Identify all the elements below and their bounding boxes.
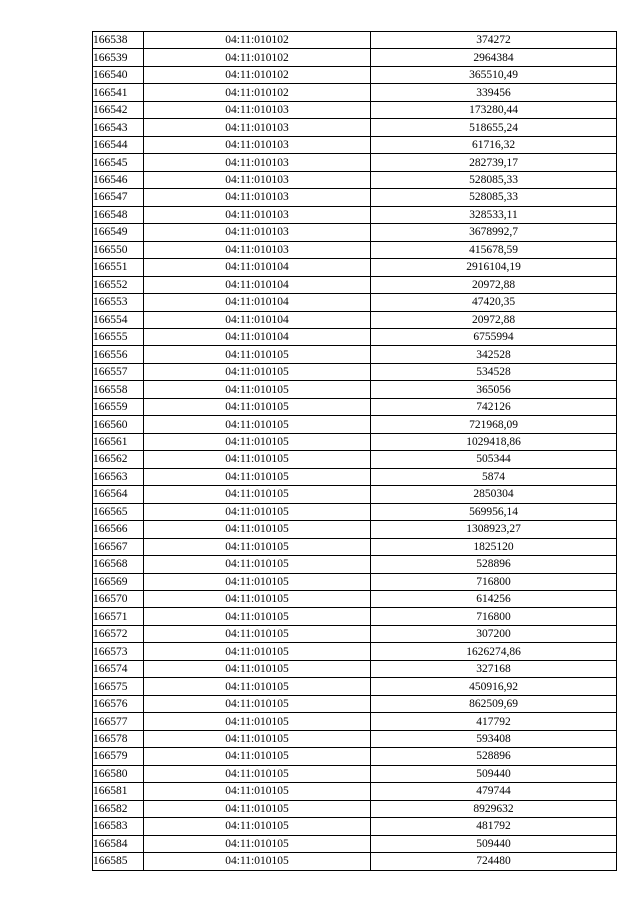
data-table — [92, 31, 617, 871]
value-cell: 569956,14 — [371, 503, 617, 520]
value-cell: 528896 — [371, 748, 617, 765]
cadastral-code-cell: 04:11:010104 — [144, 311, 371, 328]
value-cell: 307200 — [371, 625, 617, 642]
table-row — [93, 713, 617, 730]
table-row — [93, 346, 617, 363]
row-id-cell: 166573 — [93, 643, 144, 660]
cadastral-code-cell: 04:11:010103 — [144, 224, 371, 241]
table-row — [93, 416, 617, 433]
row-id-cell: 166571 — [93, 608, 144, 625]
cadastral-code-cell: 04:11:010105 — [144, 713, 371, 730]
value-cell: 528085,33 — [371, 171, 617, 188]
row-id-cell: 166560 — [93, 416, 144, 433]
value-cell: 528896 — [371, 556, 617, 573]
value-cell: 20972,88 — [371, 276, 617, 293]
row-id-cell: 166580 — [93, 765, 144, 782]
value-cell: 61716,32 — [371, 136, 617, 153]
cadastral-code-cell: 04:11:010105 — [144, 625, 371, 642]
table-row — [93, 136, 617, 153]
row-id-cell: 166576 — [93, 695, 144, 712]
table-row — [93, 643, 617, 660]
table-row — [93, 853, 617, 870]
row-id-cell: 166564 — [93, 486, 144, 503]
value-cell: 2964384 — [371, 49, 617, 66]
value-cell: 450916,92 — [371, 678, 617, 695]
value-cell: 716800 — [371, 573, 617, 590]
table-row — [93, 171, 617, 188]
table-row — [93, 328, 617, 345]
cadastral-code-cell: 04:11:010105 — [144, 573, 371, 590]
row-id-cell: 166547 — [93, 189, 144, 206]
table-row — [93, 695, 617, 712]
table-row — [93, 32, 617, 49]
cadastral-code-cell: 04:11:010102 — [144, 84, 371, 101]
value-cell: 721968,09 — [371, 416, 617, 433]
cadastral-code-cell: 04:11:010105 — [144, 730, 371, 747]
value-cell: 3678992,7 — [371, 224, 617, 241]
cadastral-code-cell: 04:11:010105 — [144, 835, 371, 852]
row-id-cell: 166555 — [93, 328, 144, 345]
table-row — [93, 591, 617, 608]
table-row — [93, 66, 617, 83]
table-row — [93, 783, 617, 800]
table-row — [93, 835, 617, 852]
row-id-cell: 166581 — [93, 783, 144, 800]
cadastral-code-cell: 04:11:010105 — [144, 643, 371, 660]
value-cell: 505344 — [371, 451, 617, 468]
row-id-cell: 166563 — [93, 468, 144, 485]
cadastral-code-cell: 04:11:010103 — [144, 136, 371, 153]
value-cell: 342528 — [371, 346, 617, 363]
row-id-cell: 166577 — [93, 713, 144, 730]
value-cell: 518655,24 — [371, 119, 617, 136]
table-row — [93, 224, 617, 241]
row-id-cell: 166543 — [93, 119, 144, 136]
table-row — [93, 608, 617, 625]
row-id-cell: 166572 — [93, 625, 144, 642]
row-id-cell: 166539 — [93, 49, 144, 66]
value-cell: 8929632 — [371, 800, 617, 817]
value-cell: 862509,69 — [371, 695, 617, 712]
cadastral-code-cell: 04:11:010103 — [144, 189, 371, 206]
cadastral-code-cell: 04:11:010105 — [144, 748, 371, 765]
table-row — [93, 521, 617, 538]
value-cell: 1825120 — [371, 538, 617, 555]
value-cell: 374272 — [371, 32, 617, 49]
table-body — [93, 32, 617, 871]
table-row — [93, 748, 617, 765]
cadastral-code-cell: 04:11:010105 — [144, 678, 371, 695]
cadastral-code-cell: 04:11:010105 — [144, 398, 371, 415]
row-id-cell: 166561 — [93, 433, 144, 450]
value-cell: 593408 — [371, 730, 617, 747]
cadastral-code-cell: 04:11:010103 — [144, 101, 371, 118]
value-cell: 415678,59 — [371, 241, 617, 258]
row-id-cell: 166550 — [93, 241, 144, 258]
table-row — [93, 381, 617, 398]
table-row — [93, 398, 617, 415]
cadastral-code-cell: 04:11:010103 — [144, 171, 371, 188]
table-row — [93, 678, 617, 695]
row-id-cell: 166562 — [93, 451, 144, 468]
row-id-cell: 166559 — [93, 398, 144, 415]
row-id-cell: 166567 — [93, 538, 144, 555]
row-id-cell: 166568 — [93, 556, 144, 573]
value-cell: 327168 — [371, 660, 617, 677]
table-row — [93, 660, 617, 677]
value-cell: 724480 — [371, 853, 617, 870]
value-cell: 417792 — [371, 713, 617, 730]
cadastral-code-cell: 04:11:010105 — [144, 608, 371, 625]
value-cell: 614256 — [371, 591, 617, 608]
table-row — [93, 573, 617, 590]
table-row — [93, 363, 617, 380]
table-row — [93, 800, 617, 817]
table-row — [93, 311, 617, 328]
table-row — [93, 101, 617, 118]
cadastral-code-cell: 04:11:010105 — [144, 381, 371, 398]
value-cell: 339456 — [371, 84, 617, 101]
row-id-cell: 166565 — [93, 503, 144, 520]
cadastral-code-cell: 04:11:010105 — [144, 433, 371, 450]
cadastral-code-cell: 04:11:010105 — [144, 853, 371, 870]
cadastral-code-cell: 04:11:010105 — [144, 538, 371, 555]
table-row — [93, 625, 617, 642]
row-id-cell: 166552 — [93, 276, 144, 293]
row-id-cell: 166554 — [93, 311, 144, 328]
row-id-cell: 166585 — [93, 853, 144, 870]
table-row — [93, 730, 617, 747]
table-row — [93, 294, 617, 311]
table-row — [93, 119, 617, 136]
row-id-cell: 166544 — [93, 136, 144, 153]
table-row — [93, 468, 617, 485]
table-row — [93, 49, 617, 66]
row-id-cell: 166579 — [93, 748, 144, 765]
value-cell: 365056 — [371, 381, 617, 398]
cadastral-code-cell: 04:11:010105 — [144, 660, 371, 677]
cadastral-code-cell: 04:11:010105 — [144, 416, 371, 433]
cadastral-code-cell: 04:11:010105 — [144, 346, 371, 363]
row-id-cell: 166584 — [93, 835, 144, 852]
cadastral-code-cell: 04:11:010105 — [144, 486, 371, 503]
value-cell: 5874 — [371, 468, 617, 485]
table-row — [93, 765, 617, 782]
row-id-cell: 166582 — [93, 800, 144, 817]
table-row — [93, 154, 617, 171]
value-cell: 1308923,27 — [371, 521, 617, 538]
cadastral-code-cell: 04:11:010105 — [144, 556, 371, 573]
cadastral-code-cell: 04:11:010105 — [144, 765, 371, 782]
cadastral-code-cell: 04:11:010105 — [144, 695, 371, 712]
row-id-cell: 166575 — [93, 678, 144, 695]
table-row — [93, 433, 617, 450]
row-id-cell: 166566 — [93, 521, 144, 538]
value-cell: 509440 — [371, 765, 617, 782]
row-id-cell: 166545 — [93, 154, 144, 171]
row-id-cell: 166548 — [93, 206, 144, 223]
row-id-cell: 166556 — [93, 346, 144, 363]
table-row — [93, 276, 617, 293]
cadastral-code-cell: 04:11:010103 — [144, 154, 371, 171]
table-row — [93, 503, 617, 520]
value-cell: 509440 — [371, 835, 617, 852]
value-cell: 173280,44 — [371, 101, 617, 118]
table-row — [93, 206, 617, 223]
value-cell: 1626274,86 — [371, 643, 617, 660]
row-id-cell: 166569 — [93, 573, 144, 590]
cadastral-code-cell: 04:11:010105 — [144, 818, 371, 835]
cadastral-code-cell: 04:11:010104 — [144, 276, 371, 293]
table-row — [93, 818, 617, 835]
row-id-cell: 166549 — [93, 224, 144, 241]
value-cell: 2916104,19 — [371, 259, 617, 276]
cadastral-code-cell: 04:11:010102 — [144, 32, 371, 49]
value-cell: 742126 — [371, 398, 617, 415]
cadastral-code-cell: 04:11:010105 — [144, 451, 371, 468]
table-row — [93, 556, 617, 573]
row-id-cell: 166553 — [93, 294, 144, 311]
value-cell: 20972,88 — [371, 311, 617, 328]
row-id-cell: 166546 — [93, 171, 144, 188]
value-cell: 528085,33 — [371, 189, 617, 206]
row-id-cell: 166570 — [93, 591, 144, 608]
row-id-cell: 166541 — [93, 84, 144, 101]
row-id-cell: 166542 — [93, 101, 144, 118]
value-cell: 479744 — [371, 783, 617, 800]
table-row — [93, 189, 617, 206]
value-cell: 534528 — [371, 363, 617, 380]
value-cell: 481792 — [371, 818, 617, 835]
cadastral-code-cell: 04:11:010103 — [144, 241, 371, 258]
table-row — [93, 538, 617, 555]
table-row — [93, 451, 617, 468]
row-id-cell: 166538 — [93, 32, 144, 49]
table-row — [93, 259, 617, 276]
cadastral-code-cell: 04:11:010104 — [144, 328, 371, 345]
value-cell: 365510,49 — [371, 66, 617, 83]
row-id-cell: 166557 — [93, 363, 144, 380]
table-row — [93, 84, 617, 101]
cadastral-code-cell: 04:11:010103 — [144, 206, 371, 223]
value-cell: 282739,17 — [371, 154, 617, 171]
cadastral-code-cell: 04:11:010105 — [144, 521, 371, 538]
row-id-cell: 166551 — [93, 259, 144, 276]
cadastral-code-cell: 04:11:010105 — [144, 363, 371, 380]
value-cell: 2850304 — [371, 486, 617, 503]
table-row — [93, 241, 617, 258]
cadastral-code-cell: 04:11:010102 — [144, 66, 371, 83]
row-id-cell: 166558 — [93, 381, 144, 398]
value-cell: 47420,35 — [371, 294, 617, 311]
row-id-cell: 166540 — [93, 66, 144, 83]
cadastral-code-cell: 04:11:010102 — [144, 49, 371, 66]
value-cell: 6755994 — [371, 328, 617, 345]
cadastral-code-cell: 04:11:010105 — [144, 468, 371, 485]
value-cell: 1029418,86 — [371, 433, 617, 450]
cadastral-code-cell: 04:11:010103 — [144, 119, 371, 136]
cadastral-code-cell: 04:11:010105 — [144, 800, 371, 817]
cadastral-code-cell: 04:11:010104 — [144, 294, 371, 311]
row-id-cell: 166583 — [93, 818, 144, 835]
table-row — [93, 486, 617, 503]
row-id-cell: 166574 — [93, 660, 144, 677]
row-id-cell: 166578 — [93, 730, 144, 747]
value-cell: 328533,11 — [371, 206, 617, 223]
cadastral-code-cell: 04:11:010104 — [144, 259, 371, 276]
cadastral-code-cell: 04:11:010105 — [144, 783, 371, 800]
cadastral-code-cell: 04:11:010105 — [144, 503, 371, 520]
value-cell: 716800 — [371, 608, 617, 625]
cadastral-code-cell: 04:11:010105 — [144, 591, 371, 608]
